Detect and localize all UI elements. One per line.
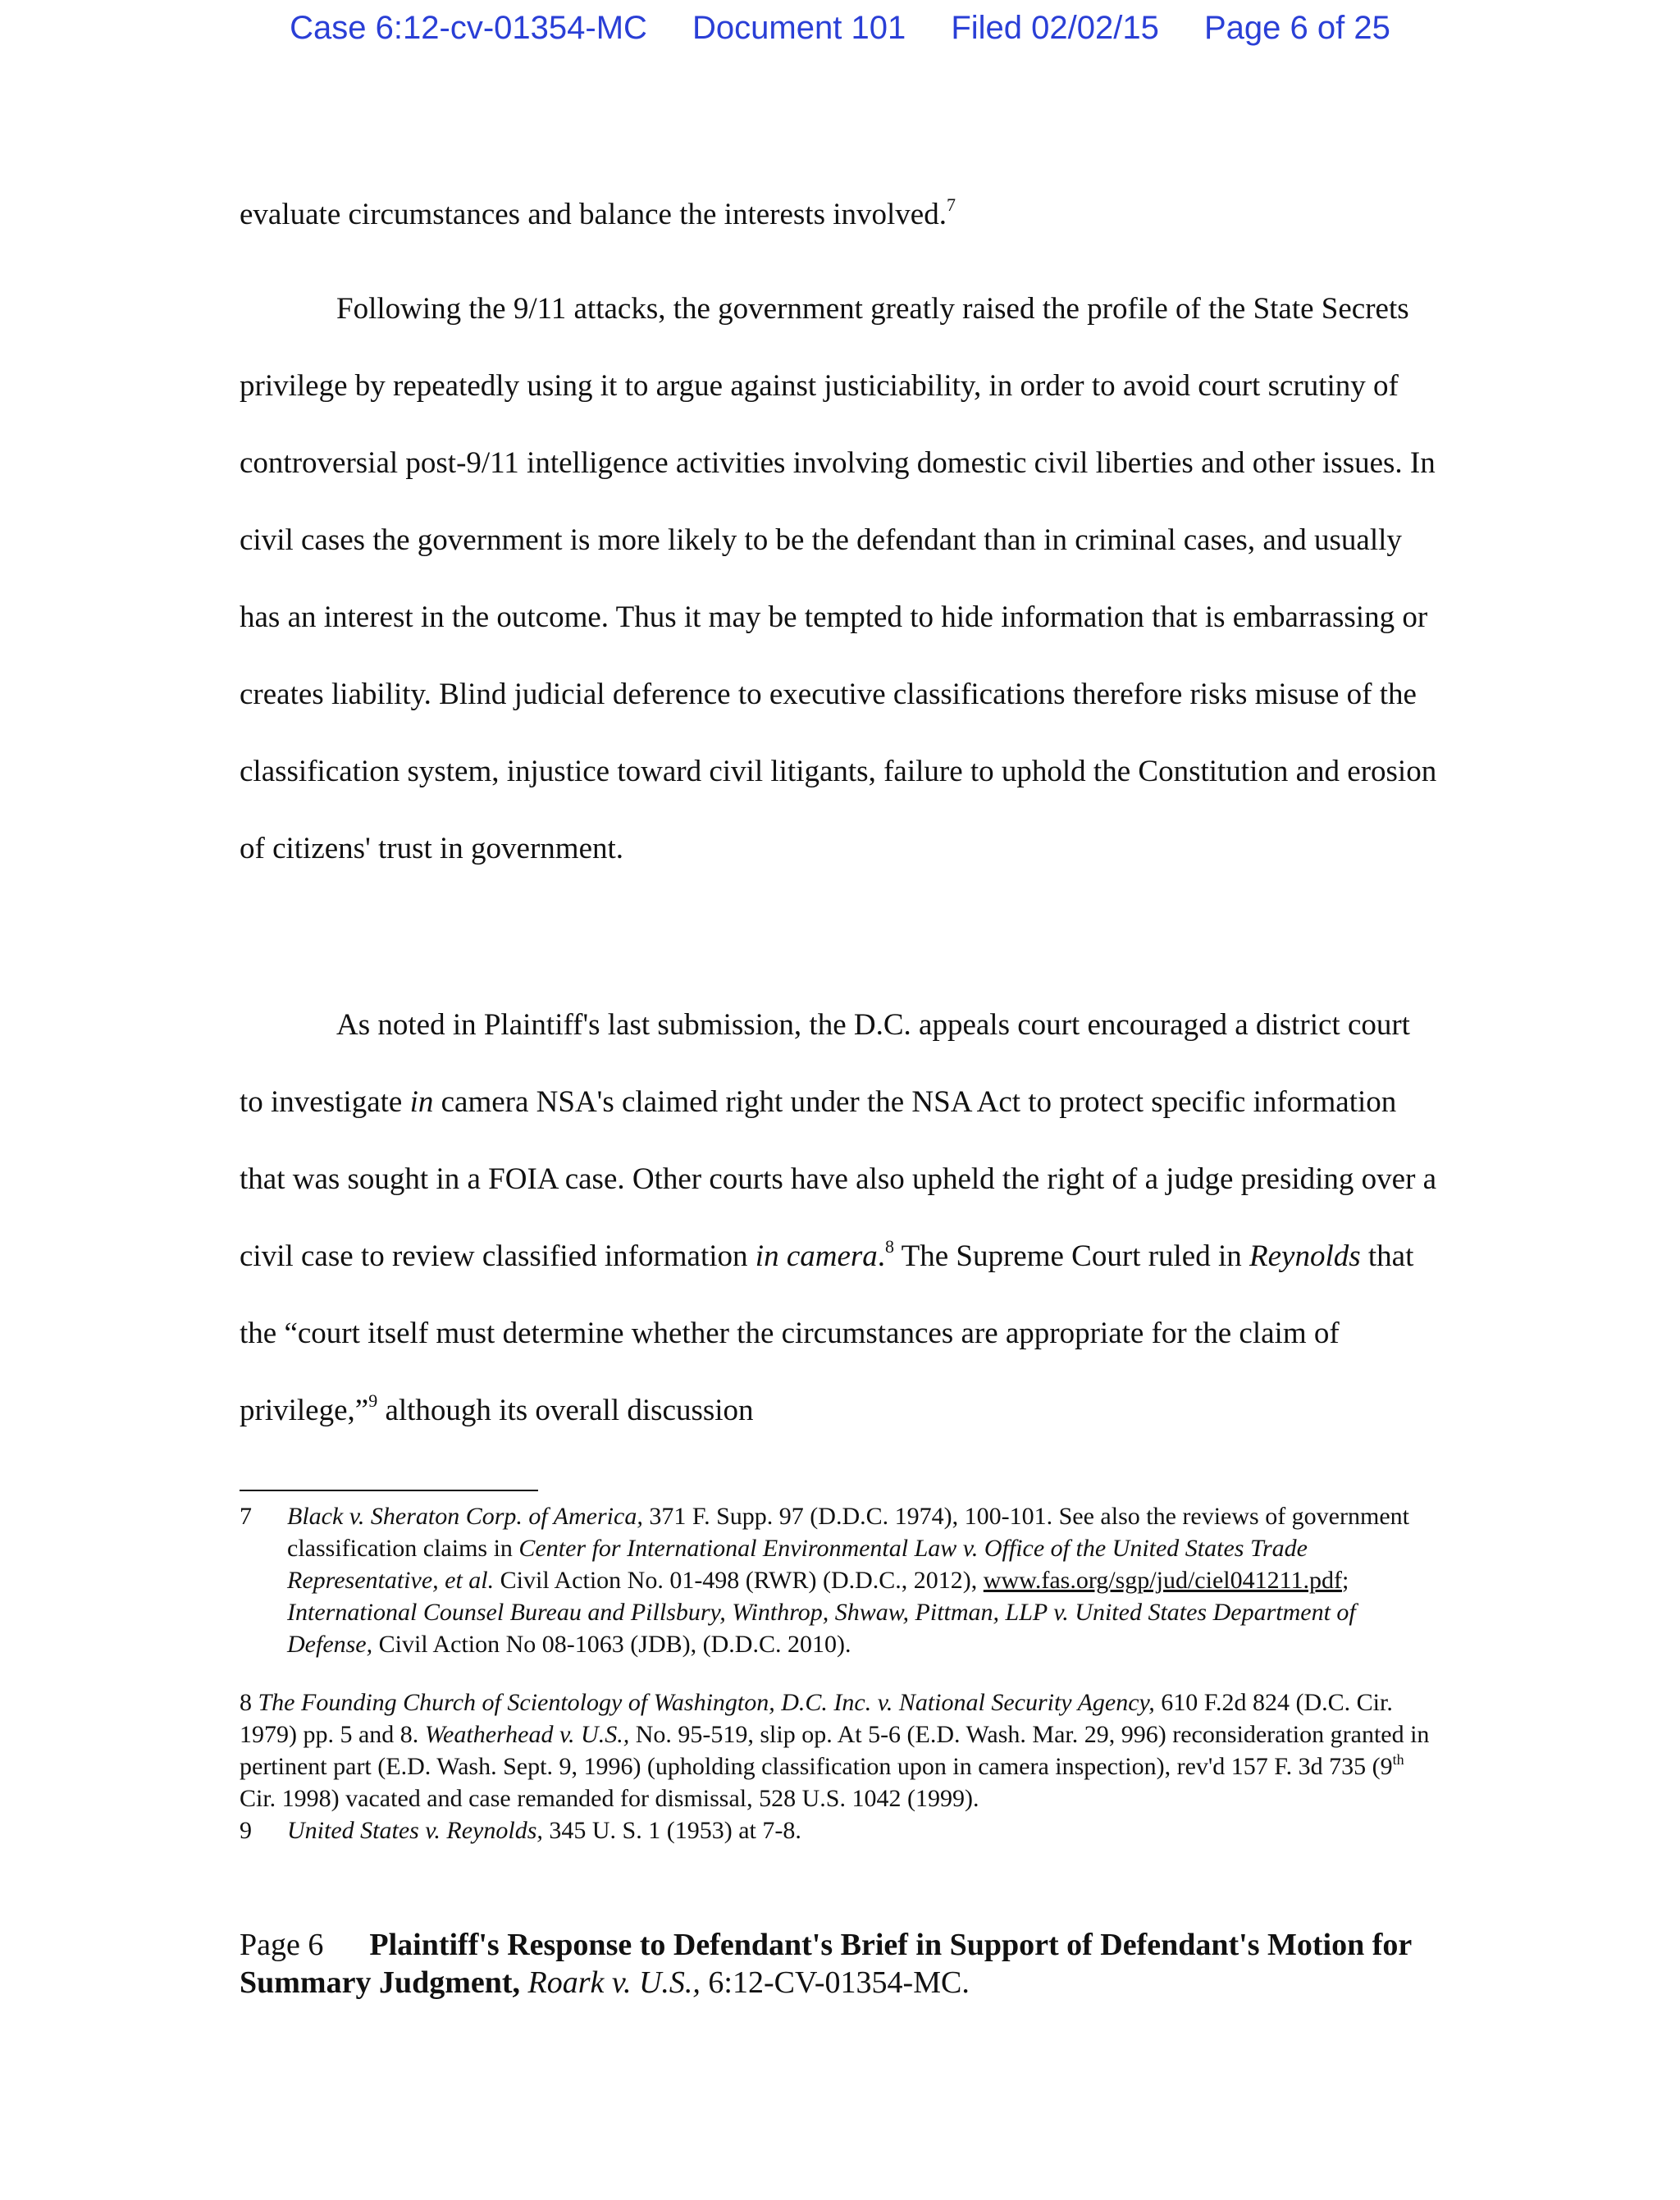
footnotes [240,1500,1437,1846]
fas-link[interactable]: www.fas.org/sgp/jud/ciel041211.pdf [983,1567,1342,1594]
footnote-separator [240,1490,538,1491]
page-footer: Page 6 Plaintiff's Response to Defendant's Brief in Support of Defendant's Motion for Summary Judgment, Roark v. U.S., 6:12-CV-01354-MC. [240,1928,1412,2000]
footnote-ref-9: 9 [368,1390,378,1411]
footer-page-label: Page 6 [240,1928,324,1962]
page-count: Page 6 of 25 [1203,10,1390,46]
case-number: Case 6:12-cv-01354-MC [290,10,647,46]
paragraph-2: Following the 9/11 attacks, the government greatly raised the profile of the State Secrets privilege by repeatedly using it to argue against justiciability, in order to avoid court scrutiny of controversial post-9/11 intelligence activities involving domestic civil liberties and other issues. In civil cases the government is more likely to be the defendant than in criminal cases, and usually has an interest in the outcome. Thus it may be tempted to hide information that is embarrassing or creates liability. Blind judicial deference to executive classifications therefore risks misuse of the classification system, injustice toward civil litigants, failure to uphold the Constitution and erosion of citizens' trust in government. [240,292,1437,865]
footer-title: Plaintiff's Response to Defendant's Brief in Support of Defendant's Motion for Summary Judgment, [240,1928,1412,2000]
filed-date: Filed 02/02/15 [951,10,1159,46]
ecf-header-stamp [0,10,1680,47]
footnote-ref-8: 8 [885,1236,895,1257]
footnote-9: 9 United States v. Reynolds, 345 U. S. 1 (1953) at 7-8. [240,1817,801,1844]
footnote-7: 7 Black v. Sheraton Corp. of America, 371 F. Supp. 97 (D.D.C. 1974), 100-101. See also the reviews of government classification claims in Center for International Environmental Law v. Office of the United States Trade Representative, et al. Civil Action No. 01-498 (RWR) (D.D.C., 2012), www.fas.org/sgp/jud/ciel041211.pdf; International Counsel Bureau and Pillsbury, Winthrop, Shwaw, Pittman, LLP v. United States Department of Defense, Civil Action No 08-1063 (JDB), (D.D.C. 2010). [240,1503,1409,1658]
footnote-8: 8 The Founding Church of Scientology of Washington, D.C. Inc. v. National Security Agency, 610 F.2d 824 (D.C. Cir. 1979) pp. 5 and 8. Weatherhead v. U.S., No. 95-519, slip op. At 5-6 (E.D. Wash. Mar. 29, 996) reconsideration granted in pertinent part (E.D. Wash. Sept. 9, 1996) (upholding classification upon in camera inspection), rev'd 157 F. 3d 735 (9th Cir. 1998) vacated and case remanded for dismissal, 528 U.S. 1042 (1999). [240,1689,1430,1812]
paragraph-3: As noted in Plaintiff's last submission, the D.C. appeals court encouraged a district court to investigate in camera NSA's claimed right under the NSA Act to protect specific information that was sought in a FOIA case. Other courts have also upheld the right of a judge presiding over a civil case to review classified information in camera.$^8$ The Supreme Court ruled in Reynolds that the “court itself must determine whether the circumstances are appropriate for the claim of privilege,”$^9$ although its overall discussion [240,1008,1437,1427]
document-number: Document 101 [692,10,906,46]
paragraph-1: evaluate circumstances and balance the interests involved.$^7$ [240,194,956,231]
footnote-ref-7: 7 [946,194,956,215]
